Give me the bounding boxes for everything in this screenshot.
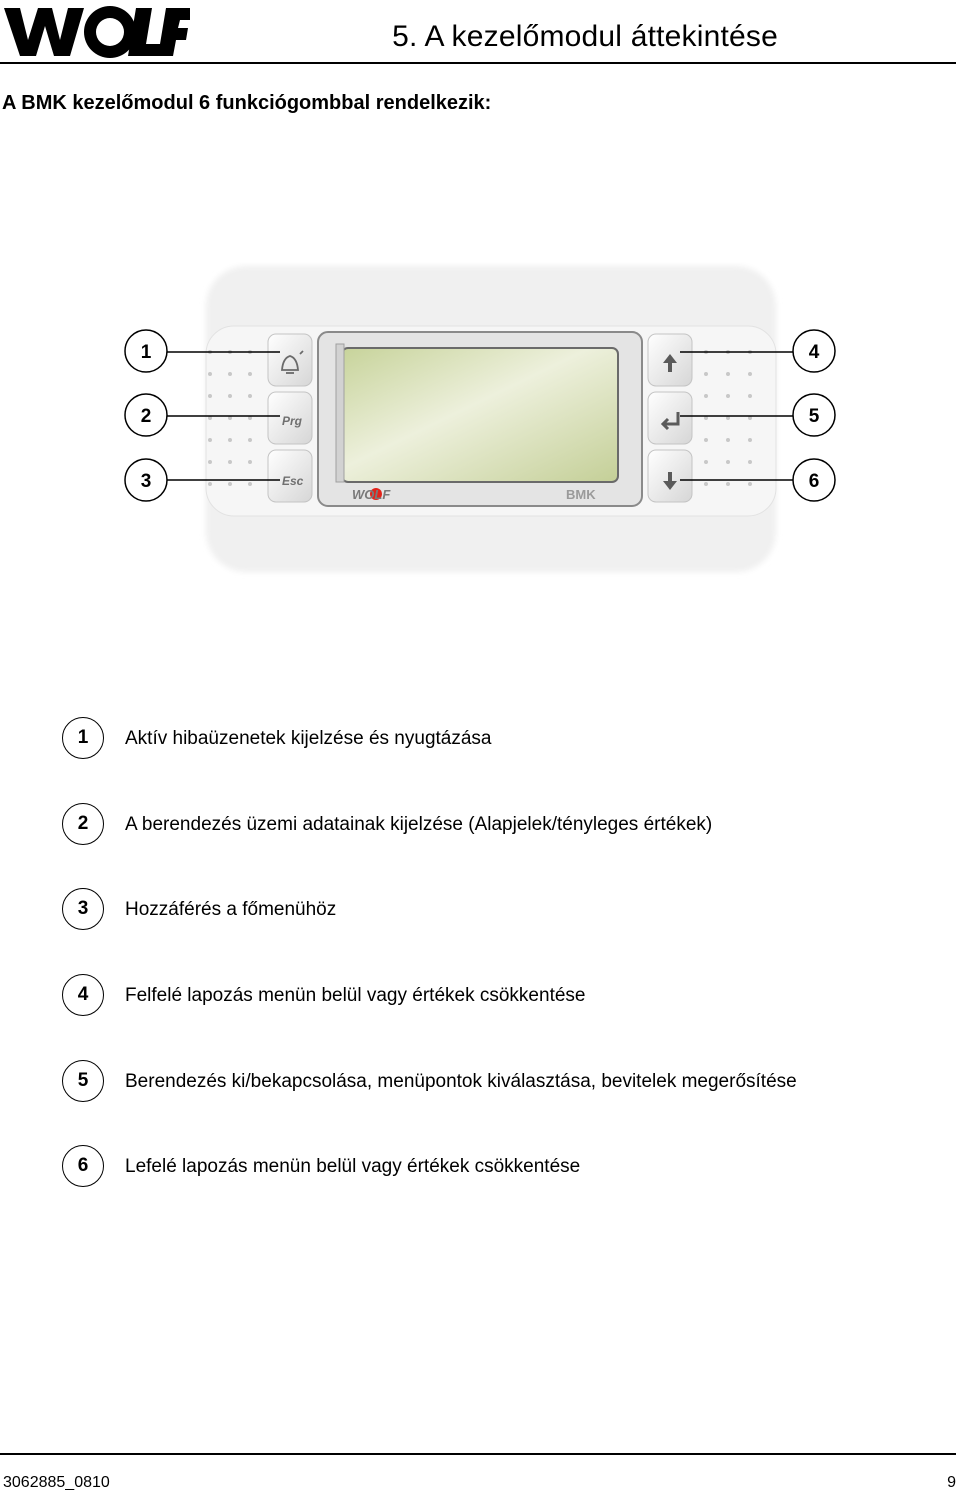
alarm-button[interactable] bbox=[268, 334, 312, 386]
esc-button[interactable] bbox=[268, 450, 312, 502]
legend-number: 6 bbox=[62, 1145, 104, 1187]
up-button[interactable] bbox=[648, 334, 692, 386]
legend-item bbox=[62, 1060, 942, 1104]
legend-number: 5 bbox=[62, 1060, 104, 1102]
legend-text: Hozzáférés a főmenühöz bbox=[125, 899, 337, 920]
wolf-logo bbox=[2, 4, 190, 58]
page-number: 9 bbox=[947, 1474, 956, 1491]
page-title: 5. A kezelőmodul áttekintése bbox=[392, 20, 778, 53]
bmk-device-illustration bbox=[110, 262, 850, 582]
down-button[interactable] bbox=[648, 450, 692, 502]
legend-text: Berendezés ki/bekapcsolása, menüpontok kiválasztása, bevitelek megerősítése bbox=[125, 1071, 797, 1092]
svg-text:6: 6 bbox=[808, 471, 820, 492]
prg-button[interactable] bbox=[268, 392, 312, 444]
esc-button-label: Esc bbox=[282, 474, 304, 488]
legend-number: 3 bbox=[62, 888, 104, 930]
svg-text:3: 3 bbox=[140, 471, 152, 492]
legend-item bbox=[62, 717, 942, 761]
header-rule bbox=[0, 62, 956, 64]
intro-heading: A BMK kezelőmodul 6 funkciógombbal rendelkezik: bbox=[2, 92, 492, 114]
callout-5 bbox=[793, 394, 835, 436]
legend-item bbox=[62, 1145, 942, 1189]
callout-2 bbox=[125, 394, 167, 436]
legend-number: 2 bbox=[62, 803, 104, 845]
legend-text: A berendezés üzemi adatainak kijelzése (Alapjelek/tényleges értékek) bbox=[125, 814, 713, 835]
callout-4 bbox=[793, 330, 835, 372]
callout-3 bbox=[125, 459, 167, 501]
legend-item bbox=[62, 803, 942, 847]
legend-text: Felfelé lapozás menün belül vagy értékek csökkentése bbox=[125, 985, 586, 1006]
device-brand-label: WOLF bbox=[352, 487, 391, 502]
svg-text:2: 2 bbox=[140, 406, 152, 427]
device-model-label: BMK bbox=[566, 487, 596, 502]
footer-rule bbox=[0, 1453, 956, 1455]
legend-text: Aktív hibaüzenetek kijelzése és nyugtázása bbox=[125, 728, 492, 749]
prg-button-label: Prg bbox=[282, 414, 303, 428]
svg-text:4: 4 bbox=[808, 342, 820, 363]
document-number: 3062885_0810 bbox=[3, 1474, 110, 1491]
page-header bbox=[0, 0, 960, 64]
legend-text: Lefelé lapozás menün belül vagy értékek csökkentése bbox=[125, 1156, 581, 1177]
legend-item bbox=[62, 974, 942, 1018]
lcd-screen bbox=[342, 348, 618, 482]
legend-number: 1 bbox=[62, 717, 104, 759]
enter-button[interactable] bbox=[648, 392, 692, 444]
svg-text:1: 1 bbox=[140, 342, 152, 363]
legend-number: 4 bbox=[62, 974, 104, 1016]
callout-6 bbox=[793, 459, 835, 501]
callout-1 bbox=[125, 330, 167, 372]
svg-text:5: 5 bbox=[808, 406, 820, 427]
legend-item bbox=[62, 888, 942, 932]
